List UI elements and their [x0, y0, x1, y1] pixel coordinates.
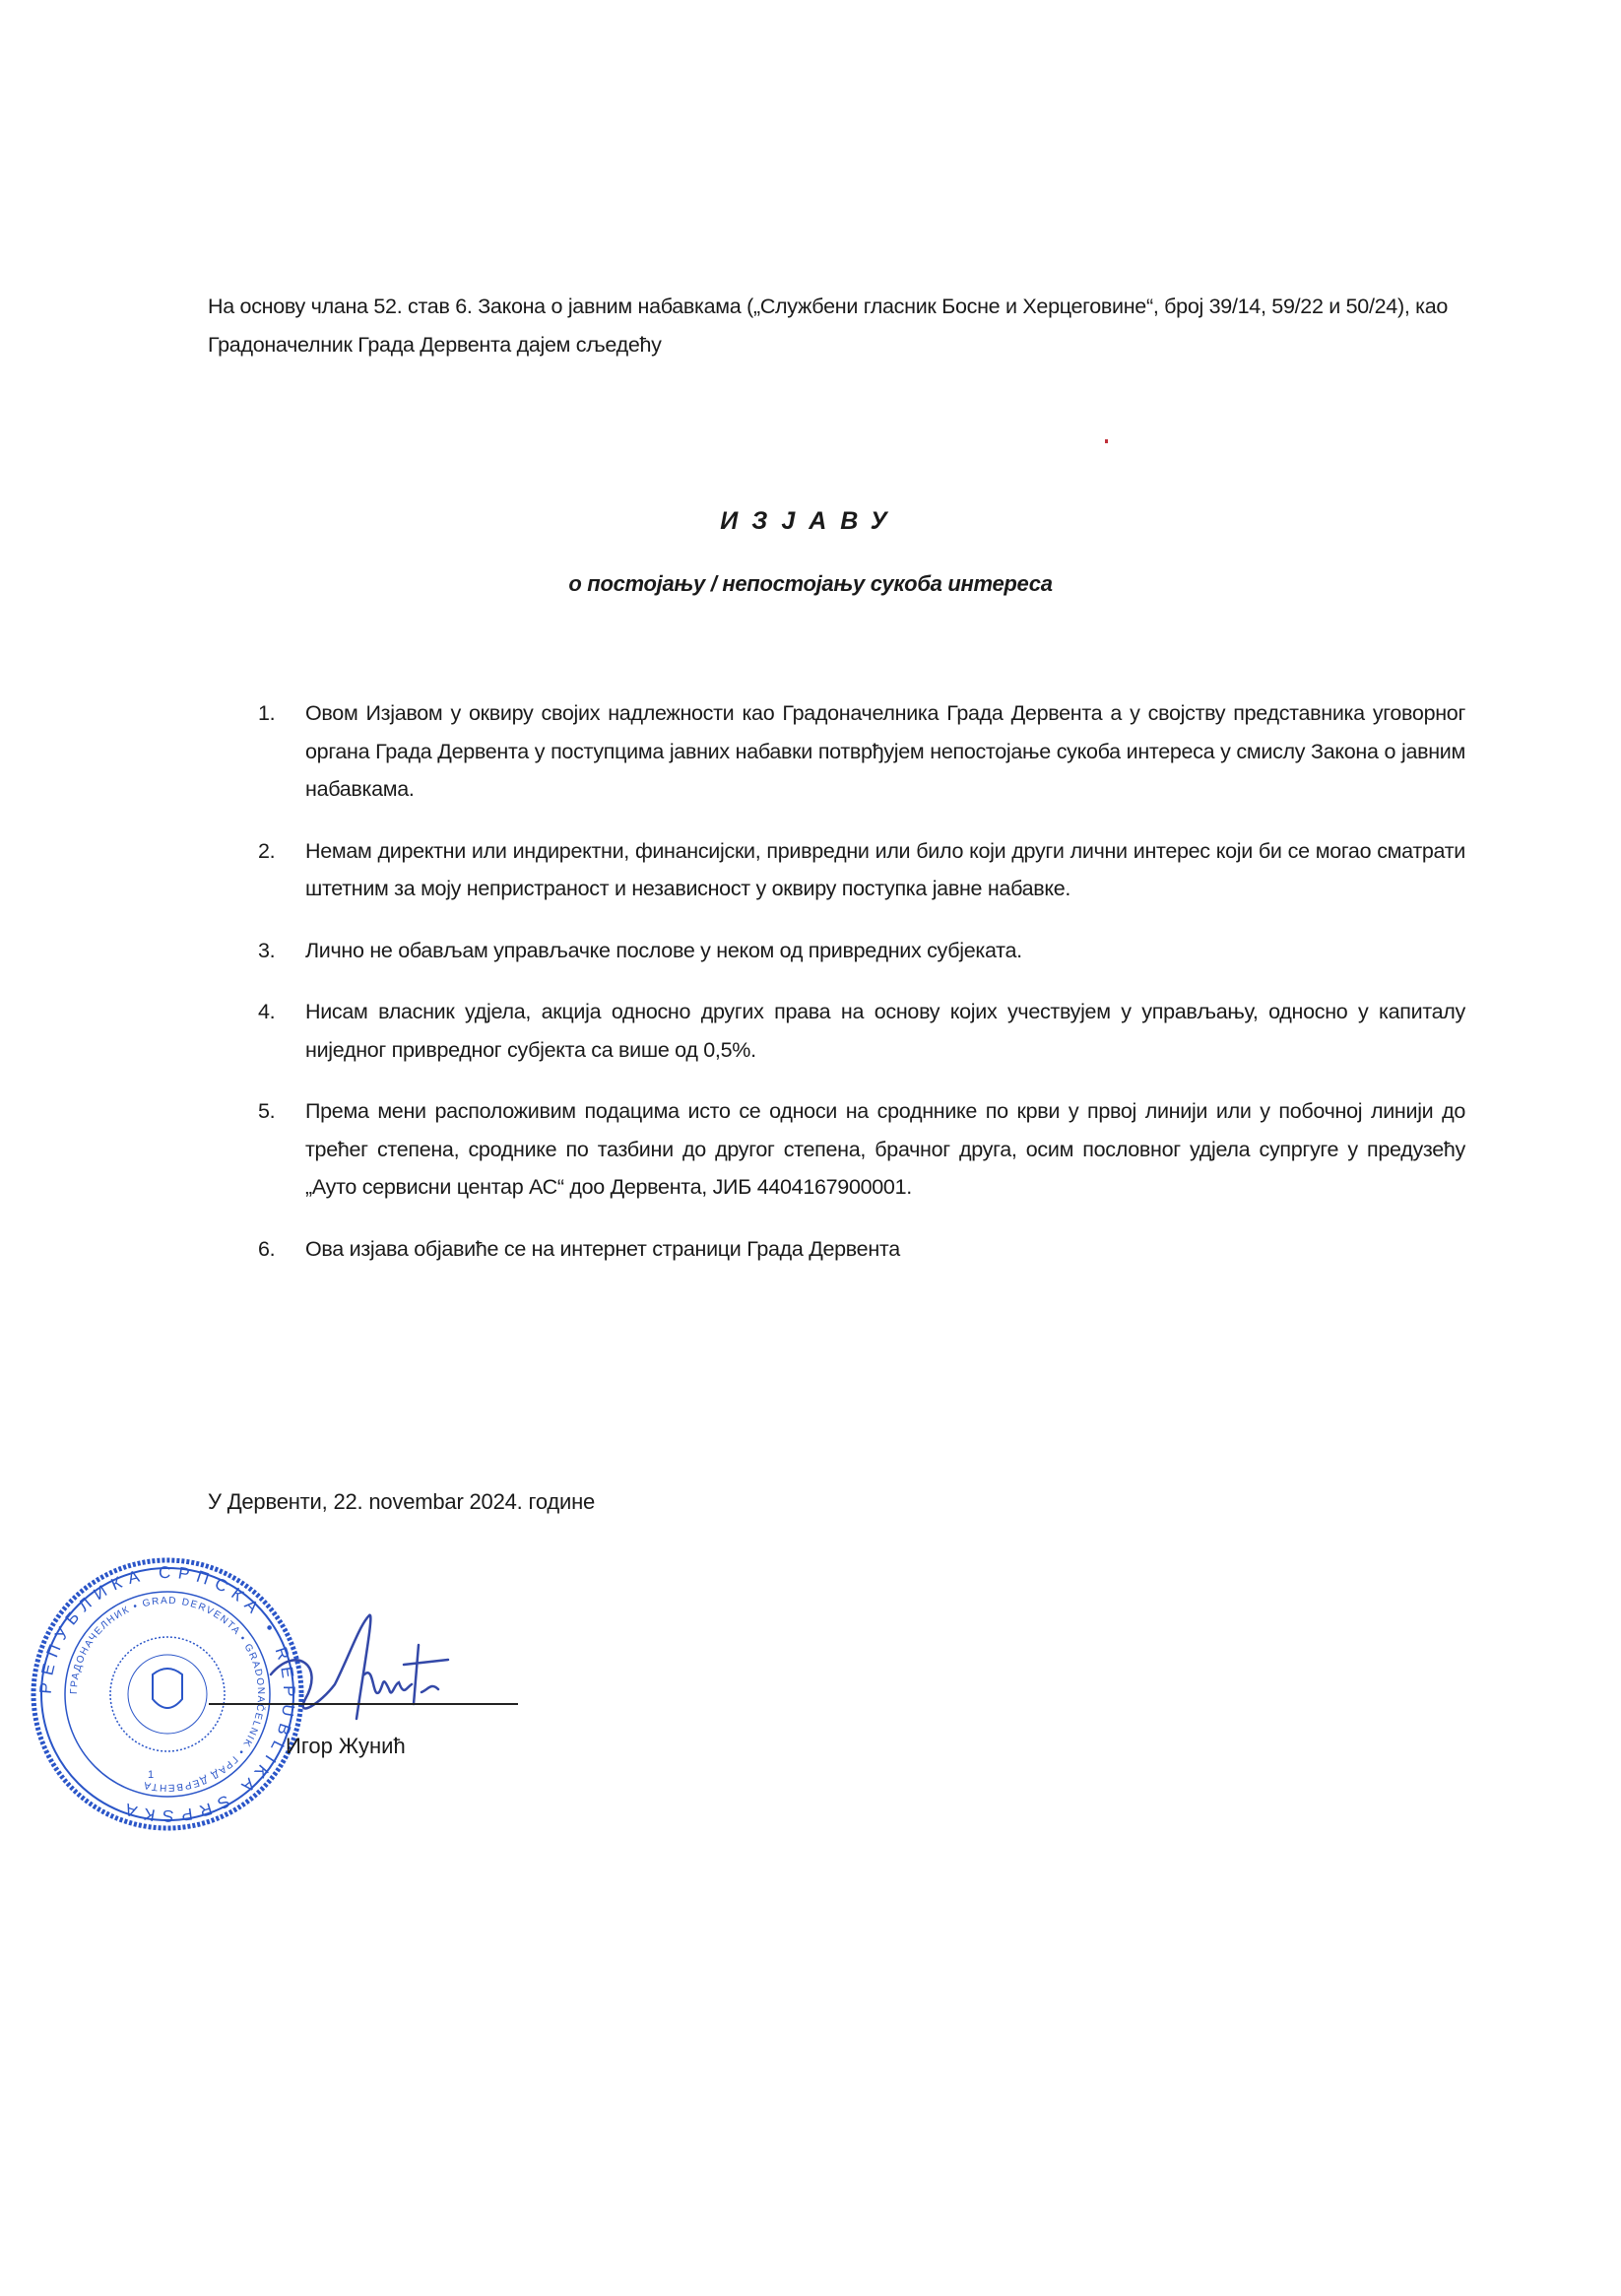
- item-number: 5.: [258, 1099, 276, 1123]
- document-subtitle: о постојању / непостојању сукоба интереса: [568, 571, 1053, 596]
- document-title: ИЗЈАВУ: [720, 507, 901, 535]
- list-item: [258, 932, 1465, 970]
- handwritten-signature: [266, 1606, 483, 1753]
- list-item: [258, 1092, 1465, 1207]
- item-text: Нисам власник удјела, акција односно других права на основу којих учествујем у управљању, односно у капиталу ниједног привредног субјекта са више од 0,5%.: [305, 1000, 1465, 1062]
- stamp-number: 1: [148, 1769, 155, 1781]
- list-item: [258, 993, 1465, 1069]
- item-text: Лично не обављам управљачке послове у неком од привредних субјеката.: [305, 938, 1022, 962]
- intro-paragraph: На основу члана 52. став 6. Закона о јавним набавкама („Службени гласник Босне и Херцеговине“, број 39/14, 59/22 и 50/24), као Градоначелник Града Дервента дајем сљедећу: [208, 295, 1449, 357]
- scan-speck: [1105, 439, 1108, 443]
- stamp-outer-text: РЕПУБЛИКА СРПСКА • REPUBLIKA SRPSKA: [35, 1562, 299, 1826]
- item-text: Немам директни или индиректни, финансијски, привредни или било који други лични интерес који би се могао сматрати штетним за моју непристраност и независност у оквиру поступка јавне набавке.: [305, 838, 1465, 900]
- item-text: Ова изјава објавиће се на интернет страници Града Дервента: [305, 1236, 900, 1261]
- signature-line: [209, 1703, 518, 1705]
- item-number: 3.: [258, 938, 276, 962]
- signatory-name: Игор Жунић: [286, 1734, 406, 1758]
- item-text: Овом Изјавом у оквиру својих надлежности као Градоначелника Града Дервента а у својству представника уговорног органа Града Дервента у поступцима јавних набавки потврђујем непостојање сукоба интереса у смислу Закона о јавним набавкама.: [305, 701, 1465, 801]
- place-date-line: У Дервенти, 22. novembar 2024. године: [208, 1489, 596, 1514]
- list-item: [258, 1230, 1465, 1269]
- item-number: 2.: [258, 838, 276, 863]
- list-item: [258, 832, 1465, 908]
- stamp-inner-text: ГРАДОНАЧЕЛНИК • GRAD DERVENTA • GRADONAČELNIK • ГРАД ДЕРВЕНТА: [68, 1595, 267, 1794]
- item-text: Према мени расположивим подацима исто се односи на сродннике по крви у првој линији или у побочној линији до трећег степена, сроднике по тазбини до другог степена, брачног друга, осим пословног удјела супргуге у предузећу „Ауто сервисни центар АС“ доо Дервента, ЈИБ 4404167900001.: [305, 1099, 1465, 1199]
- official-stamp: [30, 1551, 305, 1837]
- list-item: [258, 694, 1465, 809]
- item-number: 6.: [258, 1236, 276, 1261]
- item-number: 4.: [258, 1000, 276, 1023]
- item-number: 1.: [258, 701, 276, 725]
- declaration-list: [258, 694, 1465, 1291]
